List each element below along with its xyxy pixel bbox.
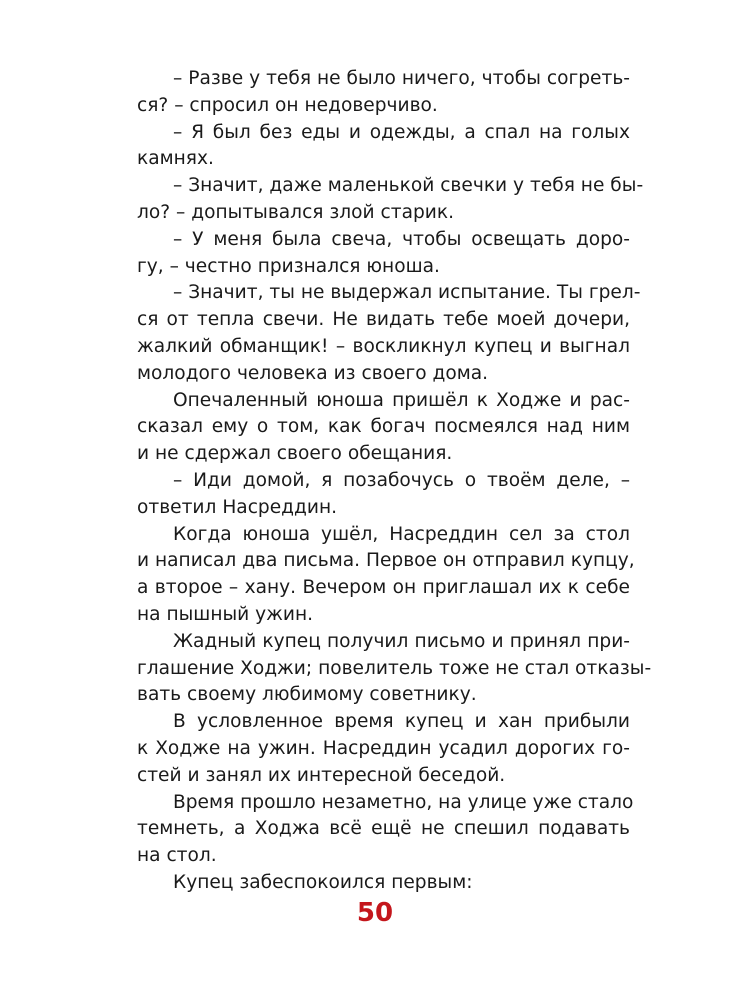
paragraph bbox=[137, 709, 630, 789]
text-line: ответил Насреддин. bbox=[137, 496, 338, 518]
text-line: а второе – хану. Вечером он приглашал их к себе bbox=[137, 577, 630, 599]
paragraph bbox=[137, 227, 630, 281]
text-line: и написал два письма. Первое он отправил купцу, bbox=[137, 550, 635, 572]
paragraph bbox=[137, 870, 630, 897]
text-line: – У меня была свеча, чтобы освещать доро- bbox=[173, 228, 630, 250]
text-line: ло? – допытывался злой старик. bbox=[137, 201, 455, 223]
text-line: Время прошло незаметно, на улице уже стало bbox=[173, 791, 634, 813]
paragraph bbox=[137, 66, 630, 120]
text-line: ся от тепла свечи. Не видать тебе моей дочери, bbox=[137, 309, 630, 331]
paragraph bbox=[137, 522, 635, 629]
text-line: темнеть, а Ходжа всё ещё не спешил подавать bbox=[137, 818, 630, 840]
paragraph bbox=[137, 388, 630, 468]
text-line: глашение Ходжи; повелитель тоже не стал отказы- bbox=[137, 657, 652, 679]
text-line: – Значит, даже маленькой свечки у тебя не бы- bbox=[173, 175, 644, 197]
text-line: молодого человека из своего дома. bbox=[137, 362, 489, 384]
text-line: – Разве у тебя не было ничего, чтобы согреть- bbox=[173, 68, 630, 89]
text-line: В условленное время купец и хан прибыли bbox=[173, 711, 630, 733]
text-line: Когда юноша ушёл, Насреддин сел за стол bbox=[173, 523, 630, 545]
text-line: Жадный купец получил письмо и принял при- bbox=[173, 630, 630, 652]
body-text bbox=[137, 66, 652, 897]
text-line: Купец забеспокоился первым: bbox=[173, 871, 473, 893]
text-line: Опечаленный юноша пришёл к Ходже и рас- bbox=[173, 389, 630, 411]
text-line: – Я был без еды и одежды, а спал на голых bbox=[173, 121, 630, 143]
text-line: на стол. bbox=[137, 845, 217, 867]
page-number: 50 bbox=[356, 898, 394, 928]
paragraph bbox=[137, 280, 641, 387]
text-line: гу, – честно признался юноша. bbox=[137, 255, 440, 277]
paragraph bbox=[137, 173, 644, 227]
text-line: камнях. bbox=[137, 148, 214, 170]
text-line: и не сдержал своего обещания. bbox=[137, 443, 453, 465]
paragraph bbox=[137, 468, 630, 522]
paragraph bbox=[137, 629, 652, 709]
text-line: жалкий обманщик! – воскликнул купец и выгнал bbox=[137, 335, 630, 357]
text-line: стей и занял их интересной беседой. bbox=[137, 764, 506, 786]
paragraph bbox=[137, 120, 630, 174]
text-line: – Иди домой, я позабочусь о твоём деле, – bbox=[173, 469, 630, 491]
text-line: вать своему любимому советнику. bbox=[137, 684, 477, 706]
paragraph bbox=[137, 790, 634, 870]
text-line: сказал ему о том, как богач посмеялся над ним bbox=[137, 416, 630, 438]
text-line: к Ходже на ужин. Насреддин усадил дорогих го- bbox=[137, 737, 630, 759]
text-line: – Значит, ты не выдержал испытание. Ты грел- bbox=[173, 282, 641, 304]
text-line: ся? – спросил он недоверчиво. bbox=[137, 94, 438, 116]
text-line: на пышный ужин. bbox=[137, 603, 314, 625]
